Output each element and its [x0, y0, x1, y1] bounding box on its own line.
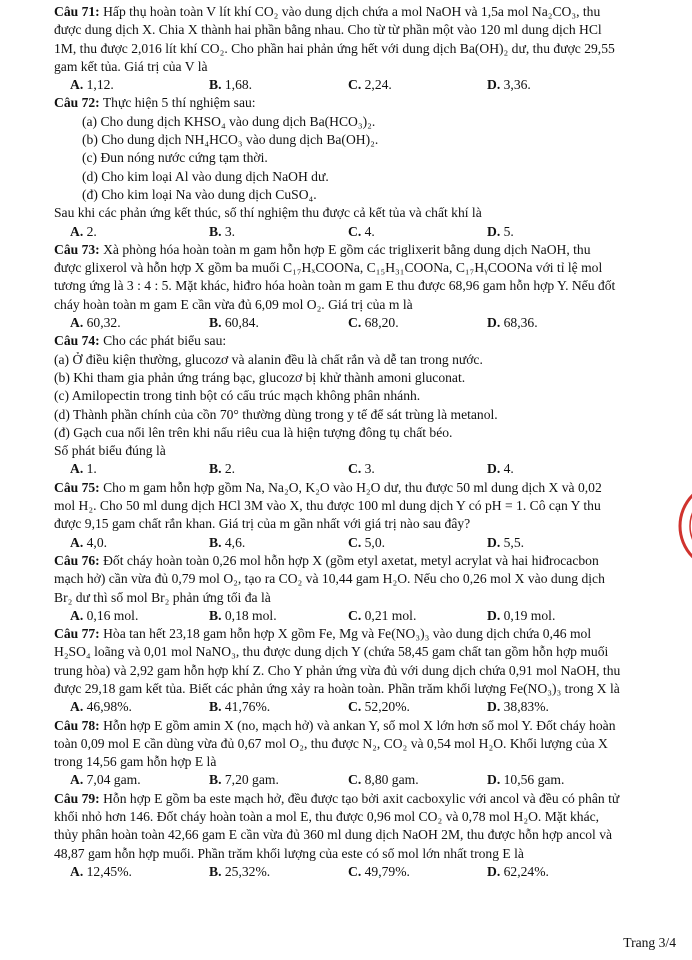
question-text: trong 14,56 gam hỗn hợp E là — [54, 754, 217, 770]
question-label: Câu 75: — [54, 479, 100, 495]
answer-options — [54, 223, 678, 241]
option-b: B. 1,68. — [209, 77, 253, 93]
question-text: được dung dịch X. Chia X thành hai phần bằng nhau. Cho từ từ phần một vào 120 ml dung dịch HCl — [54, 22, 602, 38]
option-b: B. 41,76%. — [209, 699, 271, 715]
statement-item: (b) Khi tham gia phản ứng tráng bạc, glucozơ bị khử thành amoni gluconat. — [54, 369, 466, 385]
question-text: mol H₂. Cho 50 ml dung dịch HCl 3M vào X, thu được 100 ml dung dịch Y có pH = 1. Cô cạn Y thu — [54, 498, 601, 514]
question-71 — [54, 3, 678, 94]
option-d: D. 62,24%. — [487, 863, 549, 879]
option-a: A. 2. — [70, 223, 97, 239]
statement-item: (d) Cho kim loại Al vào dung dịch NaOH dư. — [82, 168, 329, 184]
question-text: Xà phòng hóa hoàn toàn m gam hỗn hợp E gồm các triglixerit bằng dung dịch NaOH, thu — [99, 241, 591, 257]
question-76 — [54, 552, 678, 625]
answer-options — [54, 607, 678, 625]
option-b: B. 25,32%. — [209, 863, 271, 879]
option-c: C. 49,79%. — [348, 863, 410, 879]
question-text: Cho các phát biểu sau: — [99, 333, 227, 349]
option-a: A. 0,16 mol. — [70, 607, 139, 623]
question-text: được glixerol và hỗn hợp X gồm ba muối C₁₇HₓCOONa, C₁₅H₃₁COONa, C₁₇HᵧCOONa với tỉ lệ mol — [54, 260, 603, 276]
option-b: B. 60,84. — [209, 315, 259, 331]
question-text: 48,87 gam hỗn hợp muối. Phần trăm khối lượng của este có số mol lớn nhất trong E là — [54, 845, 524, 861]
option-d: D. 68,36. — [487, 315, 538, 331]
question-75 — [54, 479, 678, 552]
question-text: trung hòa) và 2,92 gam hỗn hợp khí Z. Cho Y phản ứng vừa đủ với dung dịch chứa 0,91 mol NaOH, thu — [54, 662, 621, 678]
question-prompt: Sau khi các phản ứng kết thúc, số thí nghiệm thu được cả kết tủa và chất khí là — [54, 205, 482, 221]
option-d: D. 0,19 mol. — [487, 607, 556, 623]
option-b: B. 2. — [209, 461, 236, 477]
question-text: 1M, thu được 2,016 lít khí CO₂. Cho phần hai phản ứng hết với dung dịch Ba(OH)₂ dư, thu được 29,55 — [54, 40, 615, 56]
question-text: Thực hiện 5 thí nghiệm sau: — [99, 95, 256, 111]
question-label: Câu 76: — [54, 552, 100, 568]
option-c: C. 4. — [348, 223, 375, 239]
question-label: Câu 79: — [54, 790, 100, 806]
answer-options — [54, 534, 678, 552]
question-text: gam kết tủa. Giá trị của V là — [54, 58, 208, 74]
question-text: tương ứng là 3 : 4 : 5. Mặt khác, hiđro hóa hoàn toàn m gam E thu được 68,96 gam hỗn hợp Y. Nếu đốt — [54, 278, 616, 294]
red-stamp-icon — [676, 466, 692, 586]
question-label: Câu 72: — [54, 95, 100, 111]
option-b: B. 7,20 gam. — [209, 772, 279, 788]
option-a: A. 1. — [70, 461, 97, 477]
statement-item: (d) Thành phần chính của cồn 70° thường dùng trong y tế để sát trùng là metanol. — [54, 406, 498, 422]
option-d: D. 5. — [487, 223, 514, 239]
exam-page — [54, 3, 678, 881]
option-d: D. 38,83%. — [487, 699, 549, 715]
option-a: A. 46,98%. — [70, 699, 132, 715]
option-a: A. 4,0. — [70, 534, 108, 550]
question-label: Câu 73: — [54, 241, 100, 257]
option-c: C. 3. — [348, 461, 375, 477]
answer-options — [54, 76, 678, 94]
question-text: Hỗn hợp E gồm amin X (no, mạch hở) và ankan Y, số mol X lớn hơn số mol Y. Đốt cháy hoàn — [99, 717, 616, 733]
option-a: A. 7,04 gam. — [70, 772, 141, 788]
question-text: mạch hở) cần vừa đủ 0,79 mol O₂, tạo ra CO₂ và 10,44 gam H₂O. Nếu cho 0,26 mol X vào dung dịch — [54, 571, 605, 587]
option-b: B. 3. — [209, 223, 236, 239]
question-text: Đốt cháy hoàn toàn 0,26 mol hỗn hợp X (gồm etyl axetat, metyl acrylat và hai hiđrocacbon — [99, 552, 599, 568]
option-a: A. 60,32. — [70, 315, 121, 331]
question-text: khối nhỏ hơn 146. Đốt cháy hoàn toàn a mol E, thu được 0,96 mol CO₂ và 0,78 mol H₂O. Mặt khác, — [54, 809, 600, 825]
question-74 — [54, 332, 678, 478]
question-78 — [54, 717, 678, 790]
statement-item: (b) Cho dung dịch NH₄HCO₃ vào dung dịch Ba(OH)₂. — [82, 132, 379, 148]
statement-item: (đ) Gạch cua nổi lên trên khi nấu riêu cua là hiện tượng đông tụ chất béo. — [54, 424, 453, 440]
question-text: Hòa tan hết 23,18 gam hỗn hợp X gồm Fe, Mg và Fe(NO₃)₃ vào dung dịch chứa 0,46 mol — [99, 626, 592, 642]
option-c: C. 0,21 mol. — [348, 607, 417, 623]
option-c: C. 68,20. — [348, 315, 399, 331]
option-d: D. 4. — [487, 461, 514, 477]
option-a: A. 1,12. — [70, 77, 114, 93]
statement-item: (c) Amilopectin trong tinh bột có cấu trúc mạch không phân nhánh. — [54, 388, 421, 404]
question-text: Hấp thụ hoàn toàn V lít khí CO₂ vào dung dịch chứa a mol NaOH và 1,5a mol Na₂CO₃, thu — [99, 4, 601, 19]
question-text: H₂SO₄ loãng và 0,01 mol NaNO₃, thu được dung dịch Y (chứa 58,45 gam chất tan gồm hỗn hợp muối — [54, 644, 609, 660]
answer-options — [54, 863, 678, 881]
answer-options — [54, 698, 678, 716]
question-label: Câu 77: — [54, 626, 100, 642]
option-d: D. 3,36. — [487, 77, 531, 93]
question-label: Câu 74: — [54, 333, 100, 349]
answer-options — [54, 771, 678, 789]
option-d: D. 5,5. — [487, 534, 525, 550]
answer-options — [54, 460, 678, 478]
question-text: được 29,18 gam kết tủa. Biết các phản ứng xảy ra hoàn toàn. Phần trăm khối lượng Fe(NO₃)₃ trong X là — [54, 680, 620, 696]
question-text: Cho m gam hỗn hợp gồm Na, Na₂O, K₂O vào H₂O dư, thu được 50 ml dung dịch X và 0,02 — [99, 479, 602, 495]
statement-item: (a) Ở điều kiện thường, glucozơ và alanin đều là chất rắn và dễ tan trong nước. — [54, 351, 483, 367]
option-c: C. 52,20%. — [348, 699, 410, 715]
question-text: thủy phân hoàn toàn 42,66 gam E cần vừa đủ 360 ml dung dịch NaOH 2M, thu được hỗn hợp ancol và — [54, 827, 613, 843]
question-label: Câu 71: — [54, 4, 100, 19]
option-c: C. 8,80 gam. — [348, 772, 419, 788]
question-text: Hỗn hợp E gồm ba este mạch hở, đều được tạo bởi axit cacboxylic với ancol và đều có phân tử — [99, 790, 620, 806]
question-text: Br₂ dư thì số mol Br₂ phản ứng tối đa là — [54, 589, 271, 605]
option-a: A. 12,45%. — [70, 863, 132, 879]
option-d: D. 10,56 gam. — [487, 772, 565, 788]
question-79 — [54, 790, 678, 881]
option-c: C. 5,0. — [348, 534, 386, 550]
question-77 — [54, 625, 678, 716]
statement-item: (a) Cho dung dịch KHSO₄ vào dung dịch Ba(HCO₃)₂. — [82, 113, 376, 129]
statement-item: (c) Đun nóng nước cứng tạm thời. — [82, 150, 268, 166]
question-text: toàn 0,09 mol E cần dùng vừa đủ 0,67 mol O₂, thu được N₂, CO₂ và 0,54 mol H₂O. Khối lượng của X — [54, 735, 608, 751]
question-text: được 9,15 gam chất rắn khan. Giá trị của m gần nhất với giá trị nào sau đây? — [54, 516, 471, 532]
option-b: B. 0,18 mol. — [209, 607, 277, 623]
question-72 — [54, 94, 678, 240]
answer-options — [54, 314, 678, 332]
question-73 — [54, 241, 678, 332]
option-c: C. 2,24. — [348, 77, 392, 93]
page-number: Trang 3/4 — [623, 935, 676, 950]
question-prompt: Số phát biểu đúng là — [54, 443, 166, 459]
question-text: cháy hoàn toàn m gam E cần vừa đủ 6,09 mol O₂. Giá trị của m là — [54, 296, 413, 312]
statement-item: (đ) Cho kim loại Na vào dung dịch CuSO₄. — [82, 186, 317, 202]
option-b: B. 4,6. — [209, 534, 246, 550]
question-label: Câu 78: — [54, 717, 100, 733]
